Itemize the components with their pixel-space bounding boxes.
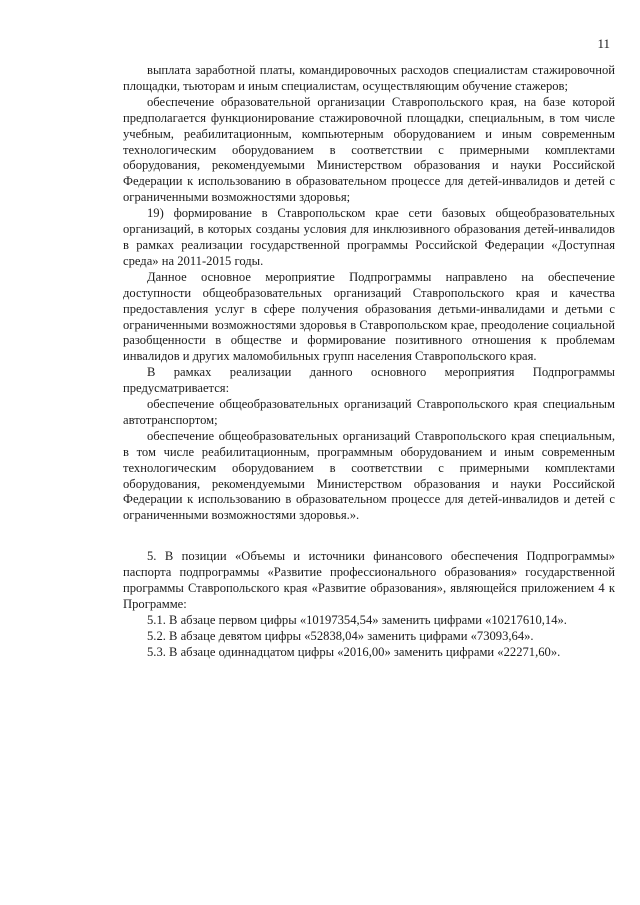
document-body <box>123 63 615 661</box>
paragraph: обеспечение образовательной организации Ставропольского края, на базе которой предполагается функционирование стажировочной площадки, специальным, в том числе учебным, реабилитационным, компьютерным оборудованием и иным современным технологическим оборудованием в соответствии с примерными комплектами оборудования, рекомендуемыми Министерством образования и науки Российской Федерации к использованию в образовательном процессе для детей-инвалидов и детей с ограниченными возможностями здоровья; <box>123 94 615 205</box>
paragraph: 5.1. В абзаце первом цифры «10197354,54» заменить цифрами «10217610,14». <box>147 612 567 627</box>
paragraph: 5. В позиции «Объемы и источники финансового обеспечения Подпрограммы» паспорта подпрограммы «Развитие профессионального образования» государственной программы Ставропольского края «Развитие образования», являющейся приложением 4 к Программе: <box>123 549 615 611</box>
paragraph: В рамках реализации данного основного мероприятия Подпрограммы предусматривается: <box>123 365 615 396</box>
paragraph: выплата заработной платы, командировочных расходов специалистам стажировочной площадки, тьюторам и иным специалистам, осуществляющим обучение стажеров; <box>123 63 615 93</box>
paragraph: 5.3. В абзаце одиннадцатом цифры «2016,00» заменить цифрами «22271,60». <box>147 644 561 659</box>
paragraph: 19) формирование в Ставропольском крае сети базовых общеобразовательных организаций, в которых созданы условия для инклюзивного образования детей-инвалидов в рамках реализации государственной программы Российской Федерации «Доступная среда» на 2011-2015 годы. <box>123 206 615 268</box>
paragraph: обеспечение общеобразовательных организаций Ставропольского края специальным, в том числе реабилитационным, программным оборудованием и иным современным технологическим оборудованием в соответствии с примерными комплектами оборудования, рекомендуемыми Министерством образования и науки Российской Федерации к использованию в образовательном процессе для детей-инвалидов и детей с ограниченными возможностями здоровья.». <box>123 428 615 523</box>
paragraph: Данное основное мероприятие Подпрограммы направлено на обеспечение доступности общеобразовательных организаций Ставропольского края и качества предоставления услуг в сфере получения образования детьми-инвалидами и детьми с ограниченными возможностями здоровья в Ставропольском крае, преодоление социальной разобщенности в обществе и формирование позитивного отношения к проблемам инвалидов и других маломобильных групп населения Ставропольского края. <box>123 269 615 364</box>
page-number: 11 <box>597 36 610 51</box>
paragraph: 5.2. В абзаце девятом цифры «52838,04» заменить цифрами «73093,64». <box>147 628 534 643</box>
paragraph: обеспечение общеобразовательных организаций Ставропольского края специальным автотранспортом; <box>123 397 615 427</box>
